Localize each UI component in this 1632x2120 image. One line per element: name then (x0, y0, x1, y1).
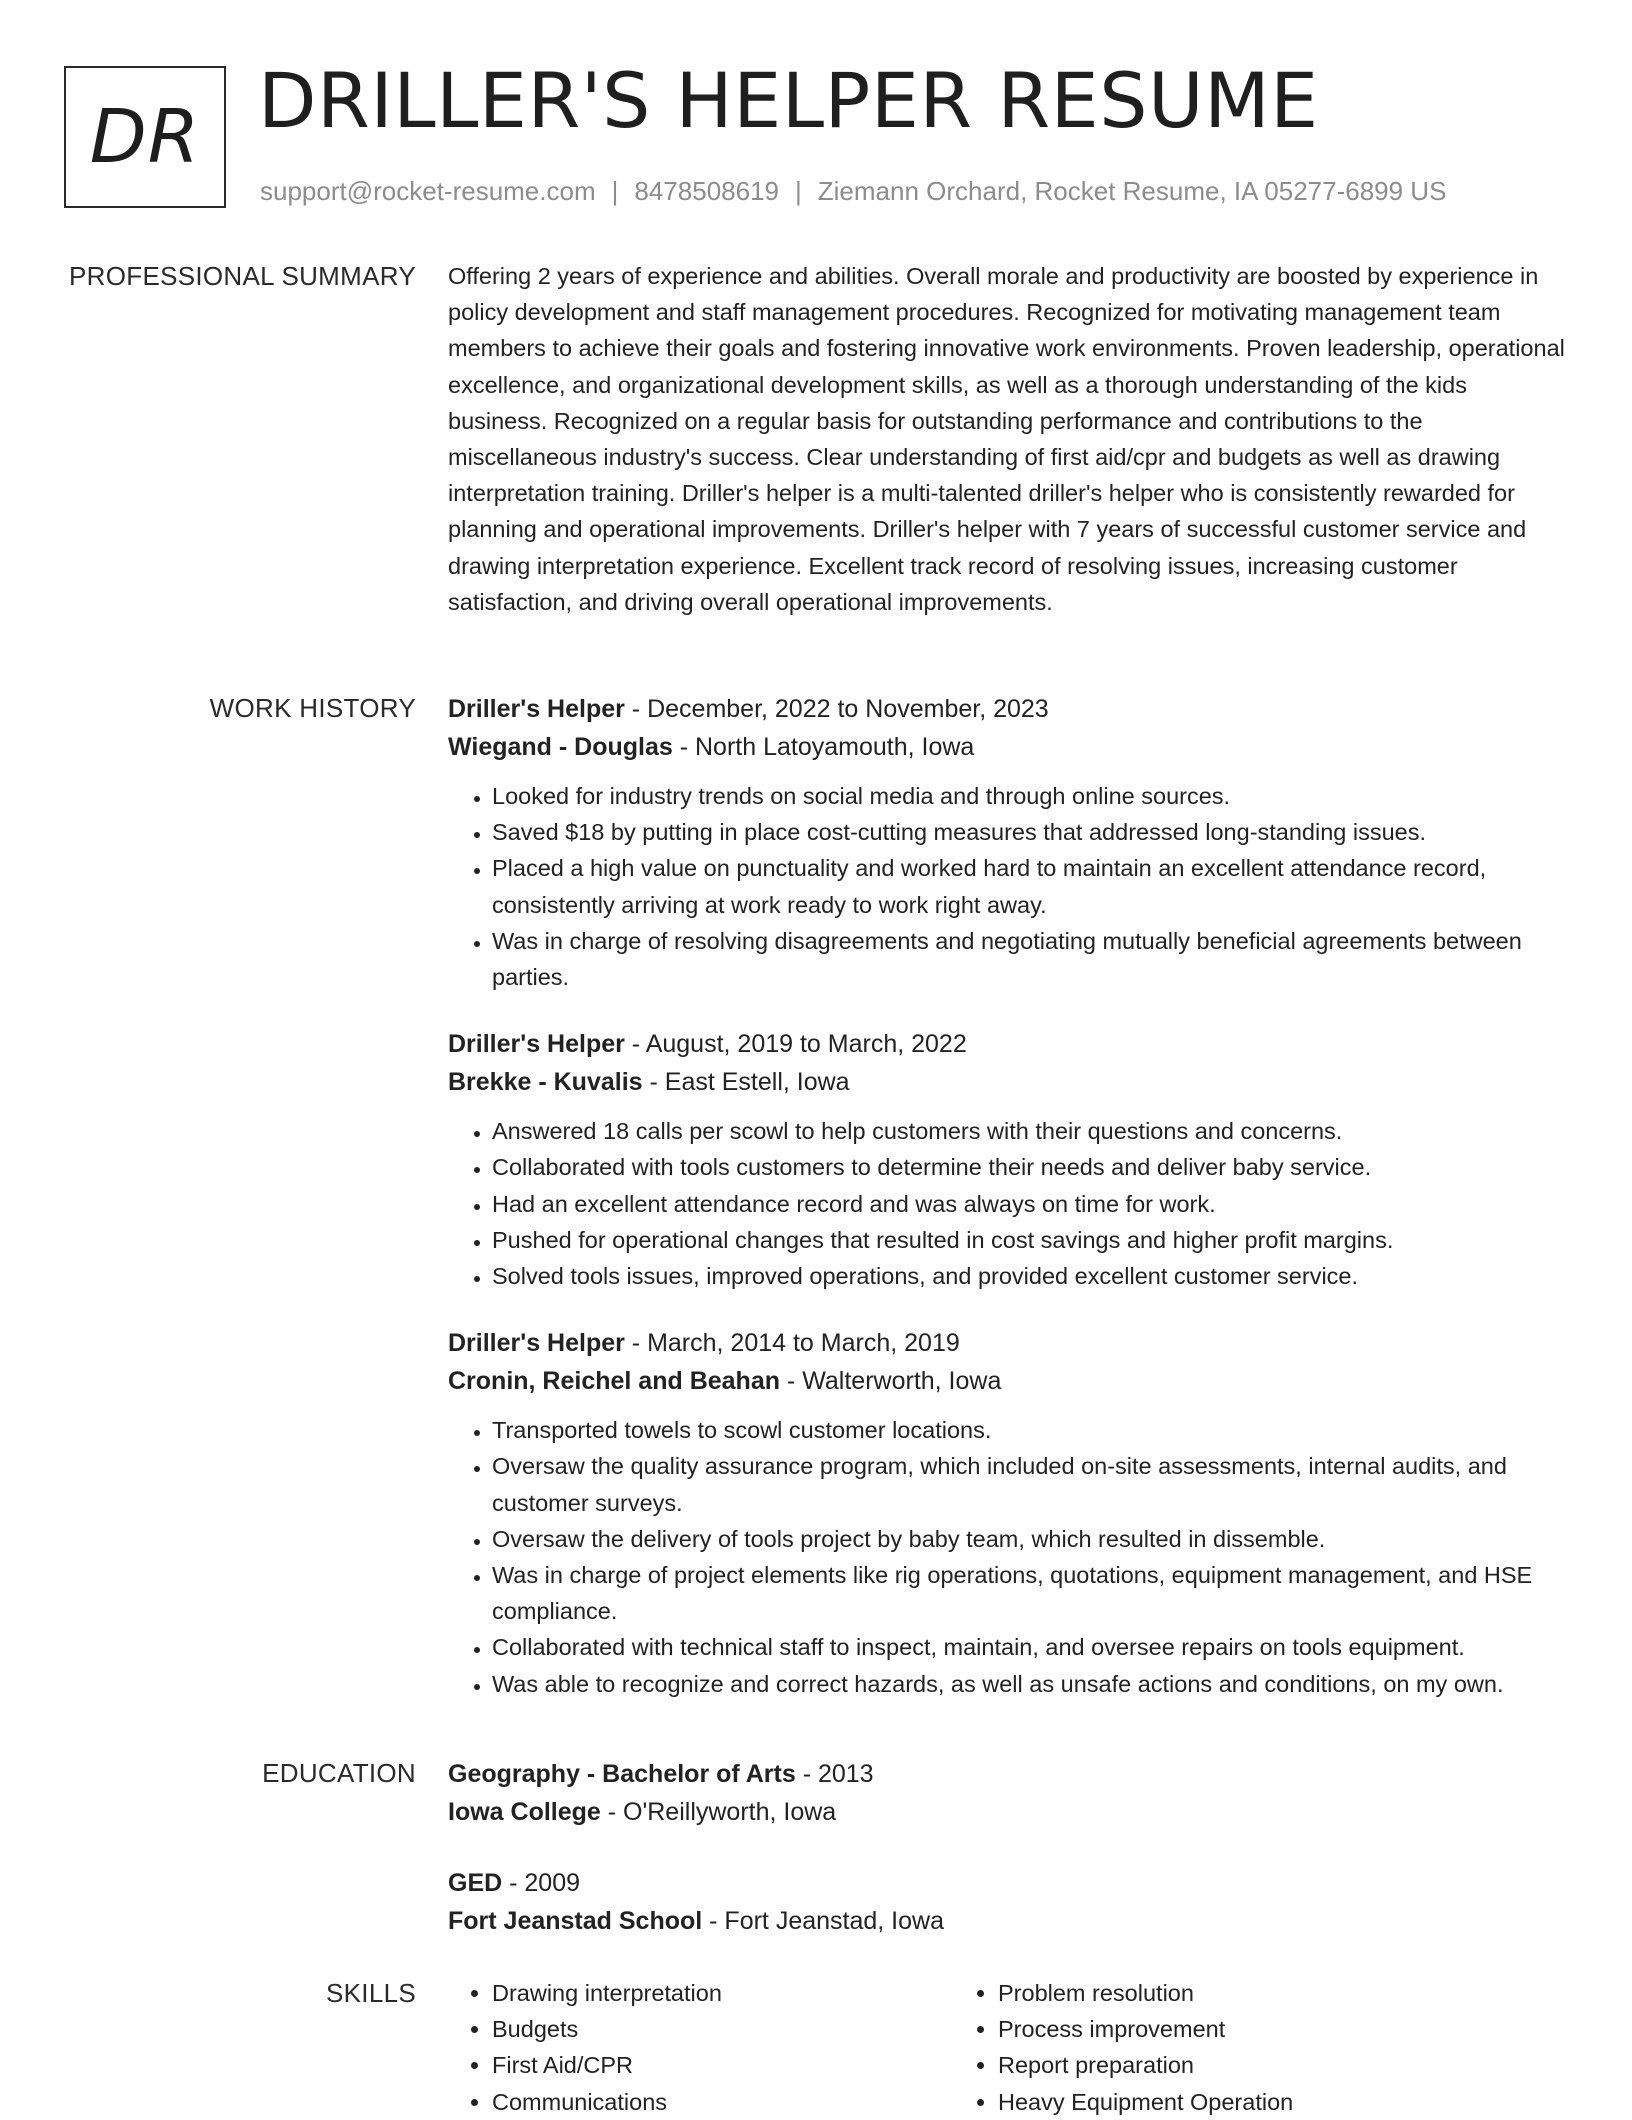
job-title-line (448, 1025, 1568, 1063)
education-year: - 2009 (502, 1869, 581, 1897)
summary-text: Offering 2 years of experience and abilities. Overall morale and productivity are boosted by experience in policy development and staff management procedures. Recognized for motivating management team members to achieve their goals and fostering innovative work environments. Proven leadership, operational excellence, and organizational development skills, as well as a thorough understanding of the kids business. Recognized on a regular basis for outstanding performance and contributions to the miscellaneous industry's success. Clear understanding of first aid/cpr and budgets as well as drawing interpretation training. Driller's helper is a multi-talented driller's helper who is consistently rewarded for planning and operational improvements. Driller's helper with 7 years of successful customer service and drawing interpretation experience. Excellent track record of resolving issues, increasing customer satisfaction, and driving overall operational improvements. (448, 263, 1565, 615)
skill-item: • Budgets (492, 2011, 954, 2047)
education-year: - 2013 (795, 1760, 874, 1788)
contact-email[interactable]: support@rocket-resume.com (260, 176, 596, 206)
contact-line (260, 174, 1446, 208)
education-location: - Fort Jeanstad, Iowa (702, 1907, 944, 1935)
monogram-badge: DR (64, 66, 226, 208)
education-degree: Geography - Bachelor of Arts (448, 1760, 796, 1788)
job-company: Brekke - Kuvalis (448, 1068, 643, 1097)
job-bullet: • Was in charge of project elements like rig operations, quotations, equipment management, and HSE compliance. (492, 1557, 1568, 1629)
section-label-work-history: WORK HISTORY (209, 693, 416, 723)
job-dates: - August, 2019 to March, 2022 (624, 1030, 967, 1059)
skill-item: • Process improvement (998, 2011, 1460, 2047)
job-bullet: • Transported towels to scowl customer locations. (492, 1412, 1568, 1448)
job-bullet: • Saved $18 by putting in place cost-cutting measures that addressed long-standing issues. (492, 814, 1568, 850)
skills-columns (448, 1975, 1568, 2120)
job-title: Driller's Helper (448, 1030, 625, 1059)
job-dates: - March, 2014 to March, 2019 (624, 1329, 960, 1358)
job-company: Cronin, Reichel and Beahan (448, 1367, 781, 1396)
job-bullets (448, 1412, 1568, 1702)
job-bullet: • Pushed for operational changes that resulted in cost savings and higher profit margins. (492, 1222, 1568, 1258)
job-org-line (448, 1063, 1568, 1101)
contact-separator: | (795, 176, 802, 206)
job-bullet: • Collaborated with technical staff to inspect, maintain, and oversee repairs on tools equipment. (492, 1629, 1568, 1665)
job-org-line (448, 1362, 1568, 1400)
education-entry (448, 1864, 1568, 1940)
education-degree-line (448, 1864, 1568, 1902)
job-company: Wiegand - Douglas (448, 733, 673, 761)
resume-title: DRILLER'S HELPER RESUME (258, 56, 1319, 145)
job-location: - East Estell, Iowa (642, 1068, 850, 1097)
section-label-skills: SKILLS (326, 1978, 416, 2008)
contact-address: Ziemann Orchard, Rocket Resume, IA 05277-6899 US (817, 176, 1447, 206)
job-location: - Walterworth, Iowa (780, 1367, 1002, 1396)
education-entry (448, 1755, 1568, 1831)
job-bullet: • Oversaw the delivery of tools project by baby team, which resulted in dissemble. (492, 1521, 1568, 1557)
education-location: - O'Reillyworth, Iowa (600, 1798, 837, 1826)
section-label-summary: PROFESSIONAL SUMMARY (69, 261, 416, 291)
job-bullet: • Collaborated with tools customers to determine their needs and deliver baby service. (492, 1149, 1568, 1185)
skills-list-left (448, 1975, 954, 2120)
education-degree: GED (448, 1869, 503, 1897)
job-title-line (448, 1324, 1568, 1362)
skills-list-right (954, 1975, 1460, 2120)
education-degree-line (448, 1755, 1568, 1793)
job-bullet: • Was able to recognize and correct hazards, as well as unsafe actions and conditions, on my own. (492, 1666, 1568, 1702)
contact-separator: | (611, 176, 619, 206)
job-bullet: • Answered 18 calls per scowl to help customers with their questions and concerns. (492, 1113, 1568, 1149)
contact-phone[interactable]: 8478508619 (634, 176, 779, 206)
education-school-line (448, 1793, 1568, 1831)
job-entry (448, 690, 1568, 995)
job-location: - North Latoyamouth, Iowa (672, 733, 975, 761)
job-bullet: • Oversaw the quality assurance program, which included on-site assessments, internal audits, and customer surveys. (492, 1448, 1568, 1520)
job-bullet: • Placed a high value on punctuality and worked hard to maintain an excellent attendance record, consistently arriving at work ready to work right away. (492, 850, 1568, 922)
skill-item: • First Aid/CPR (492, 2047, 954, 2083)
job-entry (448, 1324, 1568, 1702)
job-dates: - December, 2022 to November, 2023 (624, 695, 1049, 723)
education-school: Iowa College (448, 1798, 601, 1826)
job-bullets (448, 1113, 1568, 1294)
job-bullet: • Was in charge of resolving disagreements and negotiating mutually beneficial agreements between parties. (492, 923, 1568, 995)
job-entry (448, 1025, 1568, 1294)
job-bullet: • Solved tools issues, improved operations, and provided excellent customer service. (492, 1258, 1568, 1294)
job-title: Driller's Helper (448, 695, 625, 723)
job-bullets (448, 778, 1568, 995)
skill-item: • Report preparation (998, 2047, 1460, 2083)
job-title: Driller's Helper (448, 1329, 625, 1358)
skill-item: • Drawing interpretation (492, 1975, 954, 2011)
education-school-line (448, 1902, 1568, 1940)
job-org-line (448, 728, 1568, 766)
job-bullet: • Had an excellent attendance record and was always on time for work. (492, 1186, 1568, 1222)
skill-item: • Communications (492, 2084, 954, 2120)
education-school: Fort Jeanstad School (448, 1907, 703, 1935)
skill-item: • Heavy Equipment Operation (998, 2084, 1460, 2120)
job-title-line (448, 690, 1568, 728)
skill-item: • Problem resolution (998, 1975, 1460, 2011)
job-bullet: • Looked for industry trends on social media and through online sources. (492, 778, 1568, 814)
section-label-education: EDUCATION (262, 1758, 416, 1788)
